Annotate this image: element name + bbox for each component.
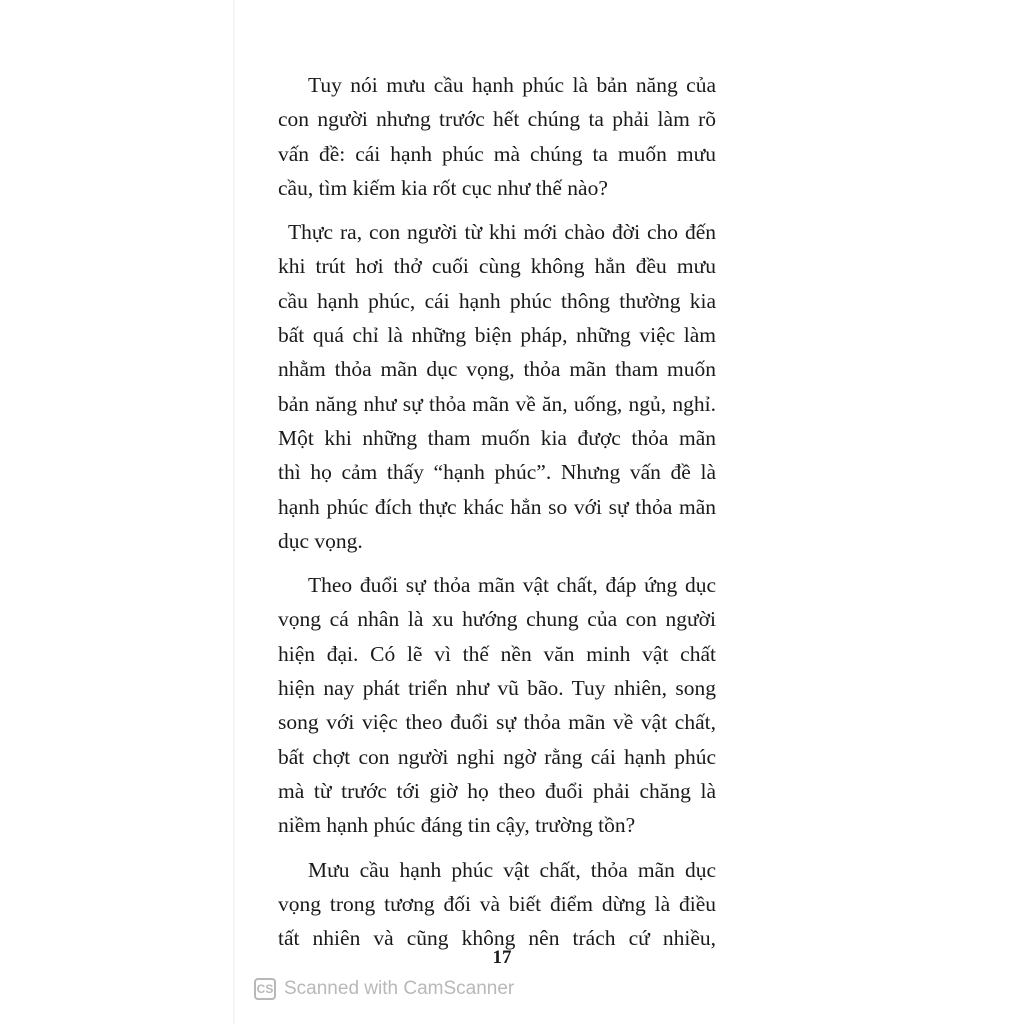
text-line: vọng trong tương đối và biết điểm dừng là điều	[278, 891, 716, 916]
paragraph-2	[278, 215, 716, 558]
paragraph-3	[278, 568, 716, 842]
paragraph-4	[278, 853, 716, 956]
text-line: niềm hạnh phúc đáng tin cậy, trường tồn?	[278, 813, 636, 838]
text-line: dục vọng.	[278, 528, 363, 553]
text-line: khi trút hơi thở cuối cùng không hẳn đều mưu	[278, 254, 716, 279]
text-line: vấn đề: cái hạnh phúc mà chúng ta muốn mưu	[278, 141, 716, 166]
text-line: bản năng như sự thỏa mãn về ăn, uống, ngủ, nghỉ.	[278, 391, 716, 416]
text-line: Thực ra, con người từ khi mới chào đời cho đến	[288, 220, 716, 245]
text-line: cầu, tìm kiếm kia rốt cục như thế nào?	[278, 175, 608, 200]
text-line: Mưu cầu hạnh phúc vật chất, thỏa mãn dục	[308, 857, 716, 882]
page-edge-shadow	[233, 0, 235, 1024]
watermark-text: Scanned with CamScanner	[284, 978, 515, 999]
text-line: nhằm thỏa mãn dục vọng, thỏa mãn tham muốn	[278, 357, 716, 382]
camscanner-logo-icon: CS	[254, 978, 276, 1000]
page-number: 17	[492, 947, 512, 968]
text-line: bất chợt con người nghi ngờ rằng cái hạnh phúc	[278, 744, 716, 769]
text-line: mà từ trước tới giờ họ theo đuổi phải chăng là	[278, 778, 716, 803]
text-line: song với việc theo đuổi sự thỏa mãn về vật chất,	[278, 710, 716, 735]
text-line: con người nhưng trước hết chúng ta phải làm rõ	[278, 107, 716, 132]
text-line: bất quá chỉ là những biện pháp, những việc làm	[278, 323, 716, 348]
camscanner-watermark	[254, 978, 514, 1000]
text-line: Theo đuổi sự thỏa mãn vật chất, đáp ứng dục	[308, 573, 716, 598]
text-line: thì họ cảm thấy “hạnh phúc”. Nhưng vấn đề là	[278, 460, 716, 485]
text-line: hiện đại. Có lẽ vì thế nền văn minh vật chất	[278, 641, 716, 666]
text-line: Tuy nói mưu cầu hạnh phúc là bản năng của	[308, 73, 716, 97]
text-line: hiện nay phát triển như vũ bão. Tuy nhiên, song	[278, 676, 716, 701]
text-line: Một khi những tham muốn kia được thỏa mãn	[278, 425, 716, 450]
text-line: tất nhiên và cũng không nên trách cứ nhiều,	[278, 926, 716, 951]
paragraph-1	[278, 68, 716, 205]
body-text	[278, 68, 716, 965]
text-line: hạnh phúc đích thực khác hẳn so với sự thỏa mãn	[278, 494, 716, 519]
text-line: vọng cá nhân là xu hướng chung của con người	[278, 607, 716, 632]
text-line: cầu hạnh phúc, cái hạnh phúc thông thường kia	[278, 288, 716, 313]
